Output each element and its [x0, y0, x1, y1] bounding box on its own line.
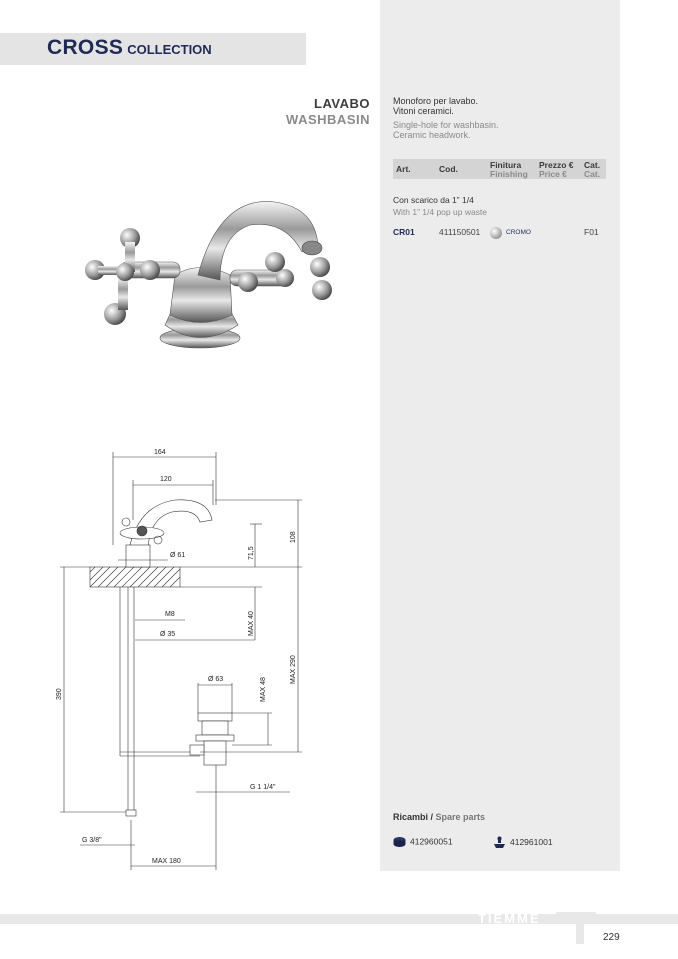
dim-120: 120 — [160, 476, 172, 483]
waste-note — [393, 194, 487, 218]
product-title-en: WASHBASIN — [286, 112, 370, 127]
footer-brand: TIEMME — [478, 911, 541, 926]
brand-sub: COLLECTION — [127, 42, 212, 57]
dim-164: 164 — [154, 449, 166, 456]
dim-g114: G 1 1/4" — [250, 784, 276, 791]
product-description — [393, 96, 499, 140]
row-cat: F01 — [584, 227, 599, 237]
dim-g38: G 3/8" — [82, 837, 102, 844]
col-cod: Cod. — [439, 164, 458, 174]
dim-71-5: 71,5 — [248, 546, 255, 560]
dim-m8: M8 — [165, 611, 175, 618]
row-finish: CROMO — [506, 229, 531, 236]
dim-d35: Ø 35 — [160, 631, 176, 638]
table-header — [393, 159, 606, 179]
spare-item — [393, 836, 453, 848]
col-art: Art. — [396, 164, 411, 174]
table-row — [393, 227, 606, 239]
handle-icon — [493, 836, 506, 849]
row-cod: 411150501 — [439, 227, 481, 237]
product-title-it: LAVABO — [314, 96, 370, 111]
row-art: CR01 — [393, 227, 415, 237]
dim-d61: Ø 61 — [170, 552, 186, 559]
col-cat: Cat. Cat. — [584, 160, 601, 179]
dim-max48: MAX 48 — [260, 677, 267, 702]
col-finitura: Finitura Finishing — [490, 160, 528, 179]
page-number: 229 — [603, 932, 620, 943]
dim-390: 390 — [56, 688, 63, 700]
cartridge-icon — [393, 836, 406, 848]
dim-108: 108 — [290, 531, 297, 543]
spare-parts-title: Ricambi / Spare parts — [393, 812, 486, 822]
desc-en-line1: Single-hole for washbasin. — [393, 120, 499, 130]
dim-max40: MAX 40 — [248, 611, 255, 636]
dim-d63: Ø 63 — [208, 676, 224, 683]
brand-main: CROSS — [47, 36, 124, 59]
spare-item — [493, 836, 553, 849]
col-prezzo: Prezzo € Price € — [539, 160, 574, 179]
desc-it-line1: Monoforo per lavabo. — [393, 96, 479, 106]
note-en: With 1” 1/4 pop up waste — [393, 207, 488, 217]
note-it: Con scarico da 1” 1/4 — [393, 195, 474, 205]
desc-it-line2: Vitoni ceramici. — [393, 106, 454, 116]
dim-max290: MAX 290 — [290, 655, 297, 684]
tiemme-logo-pipe-icon — [556, 912, 596, 946]
chrome-swatch-icon — [490, 227, 502, 239]
dim-max180: MAX 180 — [152, 858, 181, 865]
spare-code-1: 412960051 — [410, 836, 453, 847]
spare-code-2: 412961001 — [510, 836, 553, 847]
desc-en-line2: Ceramic headwork. — [393, 130, 471, 140]
